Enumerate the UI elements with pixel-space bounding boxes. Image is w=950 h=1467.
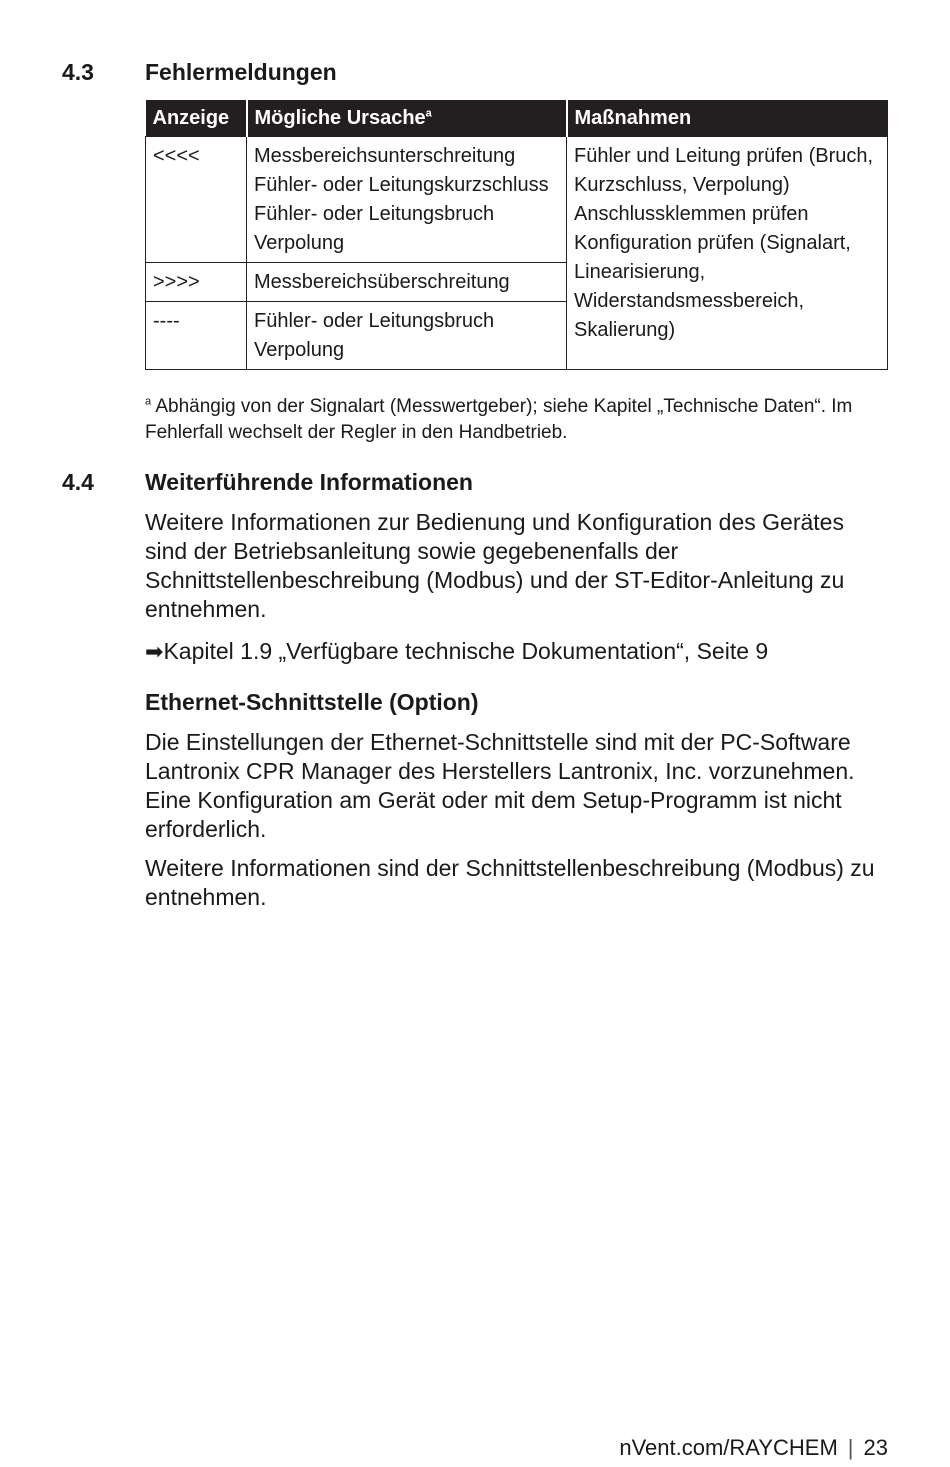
- section-title: Fehlermeldungen: [145, 59, 337, 85]
- section-4-4-heading: [62, 469, 473, 496]
- display-cell: >>>>: [146, 263, 247, 302]
- measures-cell: Fühler und Leitung prüfen (Bruch, Kurzschluss, Verpolung) Anschlussklemmen prüfen Konfiguration prüfen (Signalart, Linearisierung, Widerstandsmessbereich, Skalierung): [567, 137, 888, 370]
- section-title: Weiterführende Informationen: [145, 469, 473, 495]
- further-info-paragraph: Weitere Informationen zur Bedienung und Konfiguration des Gerätes sind der Betriebsanleitung sowie gegebenenfalls der Schnittstellenbeschreibung (Modbus) und der ST-Editor-Anleitung zu entnehmen.: [145, 509, 845, 622]
- header-measures: Maßnahmen: [567, 100, 888, 137]
- header-cause: [247, 100, 567, 137]
- page-footer: [619, 1435, 888, 1461]
- table-header-row: [146, 100, 888, 137]
- cause-cell: Messbereichsunterschreitung Fühler- oder Leitungskurzschluss Fühler- oder Leitungsbruch Verpolung: [247, 137, 567, 263]
- cause-cell: Messbereichsüberschreitung: [247, 263, 567, 302]
- ethernet-subheading: Ethernet-Schnittstelle (Option): [145, 689, 479, 715]
- chapter-reference: [145, 637, 890, 666]
- footnote-mark: a: [145, 395, 152, 408]
- display-cell: <<<<: [146, 137, 247, 263]
- chapter-reference-link[interactable]: Kapitel 1.9 „Verfügbare technische Dokumentation“, Seite 9: [163, 638, 769, 664]
- header-cause-label: Mögliche Ursache: [254, 106, 426, 129]
- error-messages-table: [145, 100, 888, 370]
- footnote-text: Abhängig von der Signalart (Messwertgeber); siehe Kapitel „Technische Daten“. Im Fehlerfall wechselt der Regler in den Handbetrieb.: [145, 396, 853, 443]
- ethernet-paragraph-1: Die Einstellungen der Ethernet-Schnittstelle sind mit der PC-Software Lantronix CPR Manager des Herstellers Lantronix, Inc. vorzunehmen. Eine Konfiguration am Gerät oder mit dem Setup-Programm ist nicht erforderlich.: [145, 729, 855, 842]
- section-4-3-heading: [62, 59, 337, 86]
- section-number: 4.4: [62, 469, 94, 495]
- arrow-right-icon: ➡: [145, 639, 164, 664]
- footer-separator: |: [847, 1435, 854, 1460]
- footer-site: nVent.com/RAYCHEM: [619, 1435, 838, 1460]
- cause-cell: Fühler- oder Leitungsbruch Verpolung: [247, 302, 567, 370]
- display-cell: ----: [146, 302, 247, 370]
- header-display: Anzeige: [146, 100, 247, 137]
- section-number: 4.3: [62, 59, 94, 85]
- ethernet-paragraph-2: Weitere Informationen sind der Schnittstellenbeschreibung (Modbus) zu entnehmen.: [145, 855, 875, 910]
- table-footnote: [145, 394, 885, 446]
- page-number: 23: [863, 1435, 888, 1460]
- footnote-mark: a: [425, 106, 432, 119]
- table-row: [146, 137, 888, 263]
